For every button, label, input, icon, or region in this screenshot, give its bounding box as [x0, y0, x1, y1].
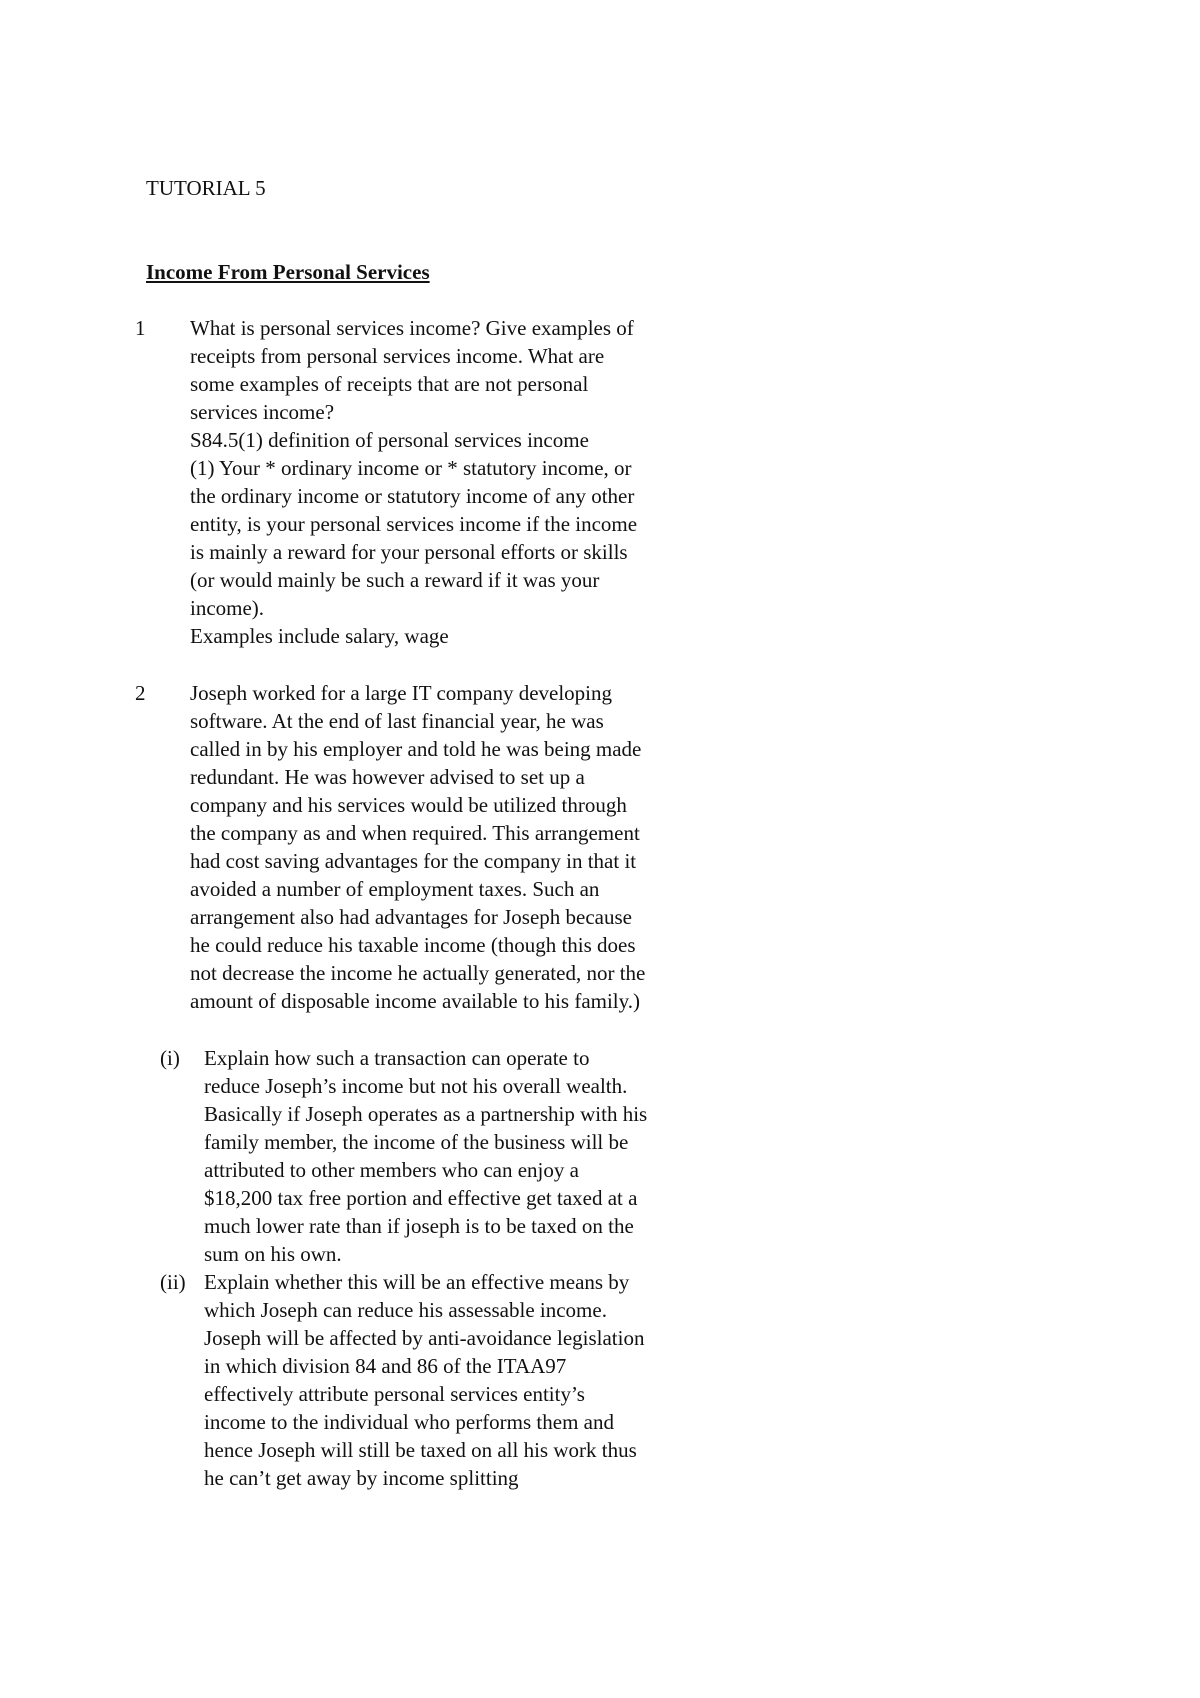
text-line: sum on his own.: [204, 1242, 342, 1266]
text-line: had cost saving advantages for the company in that it: [190, 849, 637, 873]
text-line: services income?: [190, 400, 335, 424]
text-line: Explain whether this will be an effective means by: [204, 1270, 630, 1294]
text-line: company and his services would be utilized through: [190, 793, 627, 817]
text-line: Joseph will be affected by anti-avoidance legislation: [204, 1326, 645, 1350]
text-line: arrangement also had advantages for Joseph because: [190, 905, 632, 929]
section-heading: Income From Personal Services: [146, 260, 430, 284]
sub-question-ii-text: [204, 1268, 764, 1492]
question-1-text: [190, 314, 750, 650]
text-line: reduce Joseph’s income but not his overall wealth.: [204, 1074, 628, 1098]
page-title: TUTORIAL 5: [146, 176, 266, 200]
sub-question-number: (ii): [160, 1270, 186, 1294]
text-line: the ordinary income or statutory income of any other: [190, 484, 635, 508]
text-line: called in by his employer and told he was being made: [190, 737, 642, 761]
text-line: receipts from personal services income. What are: [190, 344, 605, 368]
text-line: not decrease the income he actually generated, nor the: [190, 961, 646, 985]
question-number: 2: [135, 681, 146, 705]
text-line: some examples of receipts that are not personal: [190, 372, 589, 396]
text-line: the company as and when required. This arrangement: [190, 821, 640, 845]
text-line: income to the individual who performs them and: [204, 1410, 614, 1434]
text-line: Joseph worked for a large IT company developing: [190, 681, 613, 705]
text-line: S84.5(1) definition of personal services income: [190, 428, 589, 452]
text-line: is mainly a reward for your personal efforts or skills: [190, 540, 628, 564]
text-line: Explain how such a transaction can operate to: [204, 1046, 590, 1070]
text-line: family member, the income of the business will be: [204, 1130, 629, 1154]
text-line: What is personal services income? Give examples of: [190, 316, 634, 340]
text-line: attributed to other members who can enjoy a: [204, 1158, 579, 1182]
sub-question-number: (i): [160, 1046, 180, 1070]
text-line: redundant. He was however advised to set up a: [190, 765, 585, 789]
text-line: avoided a number of employment taxes. Such an: [190, 877, 600, 901]
text-line: entity, is your personal services income if the income: [190, 512, 638, 536]
text-line: $18,200 tax free portion and effective get taxed at a: [204, 1186, 638, 1210]
text-line: which Joseph can reduce his assessable income.: [204, 1298, 607, 1322]
text-line: in which division 84 and 86 of the ITAA97: [204, 1354, 567, 1378]
question-number: 1: [135, 316, 146, 340]
text-line: he could reduce his taxable income (though this does: [190, 933, 636, 957]
text-line: income).: [190, 596, 265, 620]
text-line: (1) Your * ordinary income or * statutory income, or: [190, 456, 632, 480]
text-line: much lower rate than if joseph is to be taxed on the: [204, 1214, 634, 1238]
sub-question-i-text: [204, 1044, 764, 1268]
text-line: Examples include salary, wage: [190, 624, 449, 648]
text-line: hence Joseph will still be taxed on all his work thus: [204, 1438, 637, 1462]
text-line: he can’t get away by income splitting: [204, 1466, 519, 1490]
text-line: (or would mainly be such a reward if it was your: [190, 568, 600, 592]
text-line: Basically if Joseph operates as a partnership with his: [204, 1102, 648, 1126]
question-2-text: [190, 679, 750, 1015]
text-line: software. At the end of last financial year, he was: [190, 709, 604, 733]
text-line: amount of disposable income available to his family.): [190, 989, 641, 1013]
text-line: effectively attribute personal services entity’s: [204, 1382, 585, 1406]
